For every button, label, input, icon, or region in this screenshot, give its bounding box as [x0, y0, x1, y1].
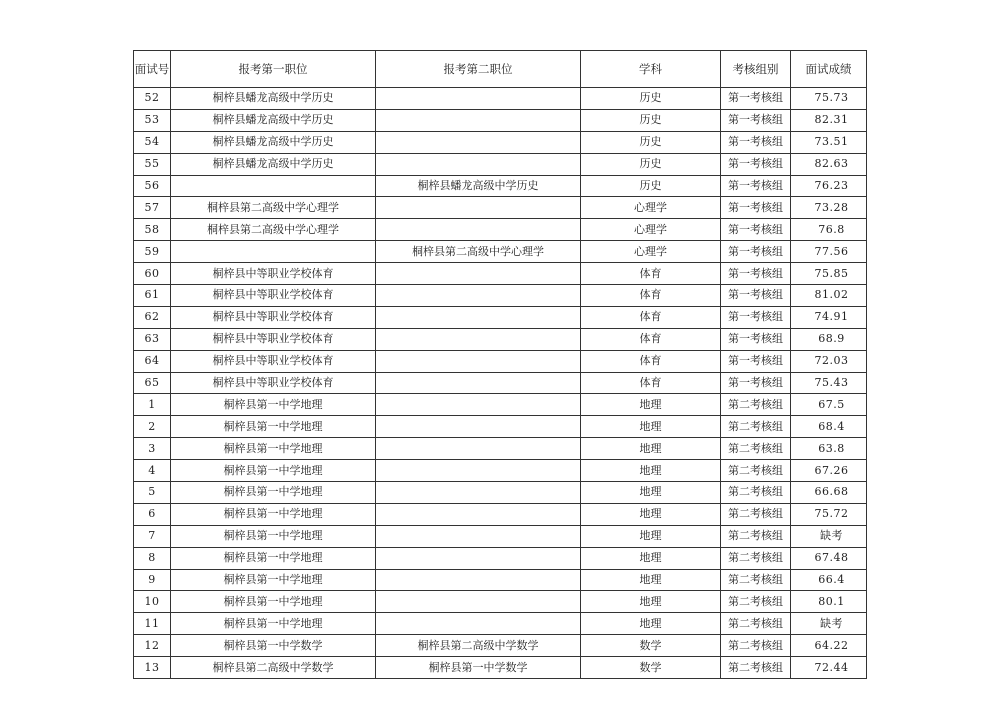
cell-interview-number: 57 — [134, 197, 171, 219]
table-row — [134, 503, 867, 525]
cell-first-position: 桐梓县中等职业学校体育 — [171, 328, 376, 350]
cell-score: 82.63 — [791, 153, 867, 175]
cell-interview-number: 10 — [134, 591, 171, 613]
cell-second-position — [376, 372, 581, 394]
cell-group: 第一考核组 — [721, 131, 791, 153]
table-row — [134, 263, 867, 285]
column-header-group: 考核组别 — [721, 51, 791, 88]
cell-second-position — [376, 525, 581, 547]
cell-first-position: 桐梓县第二高级中学心理学 — [171, 197, 376, 219]
cell-subject: 地理 — [581, 613, 721, 635]
cell-group: 第二考核组 — [721, 591, 791, 613]
cell-first-position — [171, 175, 376, 197]
cell-score: 81.02 — [791, 285, 867, 307]
cell-group: 第一考核组 — [721, 88, 791, 110]
cell-score: 74.91 — [791, 306, 867, 328]
cell-score: 77.56 — [791, 241, 867, 263]
cell-subject: 体育 — [581, 328, 721, 350]
cell-second-position — [376, 569, 581, 591]
cell-subject: 历史 — [581, 88, 721, 110]
cell-score: 67.48 — [791, 547, 867, 569]
cell-interview-number: 1 — [134, 394, 171, 416]
table-row — [134, 613, 867, 635]
cell-interview-number: 59 — [134, 241, 171, 263]
cell-interview-number: 58 — [134, 219, 171, 241]
cell-interview-number: 3 — [134, 438, 171, 460]
column-header-first-position: 报考第一职位 — [171, 51, 376, 88]
cell-score: 82.31 — [791, 109, 867, 131]
table-row — [134, 306, 867, 328]
cell-score: 66.68 — [791, 482, 867, 504]
cell-group: 第二考核组 — [721, 635, 791, 657]
cell-second-position — [376, 547, 581, 569]
table-row — [134, 88, 867, 110]
table-row — [134, 285, 867, 307]
cell-score: 75.43 — [791, 372, 867, 394]
cell-group: 第一考核组 — [721, 350, 791, 372]
cell-group: 第二考核组 — [721, 613, 791, 635]
cell-second-position — [376, 591, 581, 613]
table-row — [134, 350, 867, 372]
cell-subject: 地理 — [581, 525, 721, 547]
cell-first-position: 桐梓县蟠龙高级中学历史 — [171, 131, 376, 153]
cell-subject: 数学 — [581, 657, 721, 679]
cell-second-position — [376, 438, 581, 460]
cell-first-position: 桐梓县第一中学地理 — [171, 613, 376, 635]
cell-group: 第二考核组 — [721, 482, 791, 504]
cell-score: 64.22 — [791, 635, 867, 657]
cell-score: 72.44 — [791, 657, 867, 679]
cell-score: 68.4 — [791, 416, 867, 438]
cell-score: 缺考 — [791, 525, 867, 547]
interview-score-table — [133, 50, 867, 679]
cell-first-position: 桐梓县中等职业学校体育 — [171, 285, 376, 307]
cell-subject: 地理 — [581, 460, 721, 482]
cell-first-position: 桐梓县第二高级中学数学 — [171, 657, 376, 679]
cell-interview-number: 62 — [134, 306, 171, 328]
cell-second-position: 桐梓县第一中学数学 — [376, 657, 581, 679]
cell-score: 76.23 — [791, 175, 867, 197]
table-row — [134, 372, 867, 394]
cell-interview-number: 12 — [134, 635, 171, 657]
table-row — [134, 219, 867, 241]
cell-second-position: 桐梓县第二高级中学数学 — [376, 635, 581, 657]
cell-second-position — [376, 328, 581, 350]
cell-second-position — [376, 109, 581, 131]
cell-first-position: 桐梓县中等职业学校体育 — [171, 306, 376, 328]
cell-score: 80.1 — [791, 591, 867, 613]
cell-second-position — [376, 197, 581, 219]
column-header-subject: 学科 — [581, 51, 721, 88]
table-row — [134, 416, 867, 438]
cell-second-position — [376, 285, 581, 307]
cell-second-position: 桐梓县蟠龙高级中学历史 — [376, 175, 581, 197]
cell-interview-number: 13 — [134, 657, 171, 679]
cell-group: 第二考核组 — [721, 394, 791, 416]
cell-group: 第一考核组 — [721, 219, 791, 241]
cell-group: 第一考核组 — [721, 306, 791, 328]
table-row — [134, 394, 867, 416]
cell-first-position: 桐梓县第一中学数学 — [171, 635, 376, 657]
cell-score: 66.4 — [791, 569, 867, 591]
cell-group: 第一考核组 — [721, 241, 791, 263]
table-row — [134, 175, 867, 197]
cell-subject: 地理 — [581, 503, 721, 525]
cell-interview-number: 2 — [134, 416, 171, 438]
table-row — [134, 482, 867, 504]
cell-subject: 体育 — [581, 350, 721, 372]
cell-second-position — [376, 153, 581, 175]
table-row — [134, 197, 867, 219]
table-row — [134, 591, 867, 613]
cell-second-position — [376, 219, 581, 241]
cell-first-position: 桐梓县第一中学地理 — [171, 416, 376, 438]
cell-second-position — [376, 263, 581, 285]
cell-subject: 地理 — [581, 591, 721, 613]
cell-first-position: 桐梓县蟠龙高级中学历史 — [171, 153, 376, 175]
score-sheet — [133, 50, 866, 679]
cell-second-position — [376, 460, 581, 482]
table-body — [134, 88, 867, 679]
cell-first-position: 桐梓县中等职业学校体育 — [171, 263, 376, 285]
cell-subject: 历史 — [581, 153, 721, 175]
table-row — [134, 569, 867, 591]
cell-subject: 心理学 — [581, 219, 721, 241]
cell-first-position: 桐梓县蟠龙高级中学历史 — [171, 109, 376, 131]
cell-subject: 地理 — [581, 416, 721, 438]
cell-first-position: 桐梓县第一中学地理 — [171, 438, 376, 460]
cell-score: 75.72 — [791, 503, 867, 525]
cell-subject: 地理 — [581, 547, 721, 569]
table-row — [134, 109, 867, 131]
cell-first-position — [171, 241, 376, 263]
table-row — [134, 547, 867, 569]
cell-first-position: 桐梓县第一中学地理 — [171, 547, 376, 569]
cell-group: 第一考核组 — [721, 153, 791, 175]
cell-score: 72.03 — [791, 350, 867, 372]
cell-first-position: 桐梓县第一中学地理 — [171, 460, 376, 482]
cell-subject: 心理学 — [581, 241, 721, 263]
cell-interview-number: 53 — [134, 109, 171, 131]
cell-group: 第二考核组 — [721, 569, 791, 591]
cell-group: 第二考核组 — [721, 525, 791, 547]
cell-first-position: 桐梓县第一中学地理 — [171, 394, 376, 416]
cell-interview-number: 55 — [134, 153, 171, 175]
cell-group: 第二考核组 — [721, 547, 791, 569]
cell-second-position: 桐梓县第二高级中学心理学 — [376, 241, 581, 263]
cell-score: 73.51 — [791, 131, 867, 153]
cell-subject: 体育 — [581, 263, 721, 285]
cell-first-position: 桐梓县中等职业学校体育 — [171, 350, 376, 372]
table-row — [134, 153, 867, 175]
column-header-interview-number: 面试号 — [134, 51, 171, 88]
cell-group: 第一考核组 — [721, 328, 791, 350]
cell-group: 第一考核组 — [721, 285, 791, 307]
cell-interview-number: 60 — [134, 263, 171, 285]
table-row — [134, 241, 867, 263]
cell-interview-number: 56 — [134, 175, 171, 197]
cell-first-position: 桐梓县第一中学地理 — [171, 482, 376, 504]
cell-score: 68.9 — [791, 328, 867, 350]
cell-subject: 地理 — [581, 394, 721, 416]
cell-interview-number: 65 — [134, 372, 171, 394]
column-header-second-position: 报考第二职位 — [376, 51, 581, 88]
column-header-score: 面试成绩 — [791, 51, 867, 88]
cell-score: 76.8 — [791, 219, 867, 241]
cell-score: 75.73 — [791, 88, 867, 110]
header-row — [134, 51, 867, 88]
cell-first-position: 桐梓县第一中学地理 — [171, 525, 376, 547]
cell-group: 第二考核组 — [721, 416, 791, 438]
cell-interview-number: 54 — [134, 131, 171, 153]
cell-subject: 历史 — [581, 131, 721, 153]
cell-subject: 体育 — [581, 372, 721, 394]
cell-subject: 体育 — [581, 285, 721, 307]
cell-group: 第二考核组 — [721, 657, 791, 679]
cell-interview-number: 11 — [134, 613, 171, 635]
cell-subject: 历史 — [581, 175, 721, 197]
cell-first-position: 桐梓县第一中学地理 — [171, 591, 376, 613]
cell-group: 第一考核组 — [721, 175, 791, 197]
cell-second-position — [376, 482, 581, 504]
cell-interview-number: 4 — [134, 460, 171, 482]
cell-subject: 地理 — [581, 482, 721, 504]
cell-second-position — [376, 503, 581, 525]
table-row — [134, 460, 867, 482]
cell-group: 第一考核组 — [721, 372, 791, 394]
cell-interview-number: 64 — [134, 350, 171, 372]
cell-first-position: 桐梓县第二高级中学心理学 — [171, 219, 376, 241]
cell-second-position — [376, 88, 581, 110]
table-row — [134, 131, 867, 153]
table-row — [134, 525, 867, 547]
cell-first-position: 桐梓县中等职业学校体育 — [171, 372, 376, 394]
cell-second-position — [376, 613, 581, 635]
table-row — [134, 635, 867, 657]
cell-group: 第二考核组 — [721, 438, 791, 460]
table-row — [134, 657, 867, 679]
cell-interview-number: 9 — [134, 569, 171, 591]
cell-score: 63.8 — [791, 438, 867, 460]
cell-interview-number: 63 — [134, 328, 171, 350]
cell-second-position — [376, 394, 581, 416]
cell-second-position — [376, 306, 581, 328]
cell-subject: 历史 — [581, 109, 721, 131]
cell-score: 缺考 — [791, 613, 867, 635]
cell-score: 75.85 — [791, 263, 867, 285]
cell-score: 73.28 — [791, 197, 867, 219]
cell-interview-number: 61 — [134, 285, 171, 307]
table-row — [134, 438, 867, 460]
cell-subject: 地理 — [581, 438, 721, 460]
cell-group: 第一考核组 — [721, 263, 791, 285]
cell-subject: 地理 — [581, 569, 721, 591]
cell-subject: 心理学 — [581, 197, 721, 219]
cell-group: 第二考核组 — [721, 503, 791, 525]
cell-second-position — [376, 416, 581, 438]
cell-second-position — [376, 131, 581, 153]
cell-group: 第一考核组 — [721, 109, 791, 131]
cell-interview-number: 52 — [134, 88, 171, 110]
table-row — [134, 328, 867, 350]
cell-first-position: 桐梓县蟠龙高级中学历史 — [171, 88, 376, 110]
cell-subject: 数学 — [581, 635, 721, 657]
cell-score: 67.5 — [791, 394, 867, 416]
cell-group: 第二考核组 — [721, 460, 791, 482]
cell-subject: 体育 — [581, 306, 721, 328]
cell-first-position: 桐梓县第一中学地理 — [171, 569, 376, 591]
cell-first-position: 桐梓县第一中学地理 — [171, 503, 376, 525]
cell-score: 67.26 — [791, 460, 867, 482]
cell-interview-number: 7 — [134, 525, 171, 547]
cell-interview-number: 5 — [134, 482, 171, 504]
cell-second-position — [376, 350, 581, 372]
cell-interview-number: 6 — [134, 503, 171, 525]
cell-group: 第一考核组 — [721, 197, 791, 219]
cell-interview-number: 8 — [134, 547, 171, 569]
